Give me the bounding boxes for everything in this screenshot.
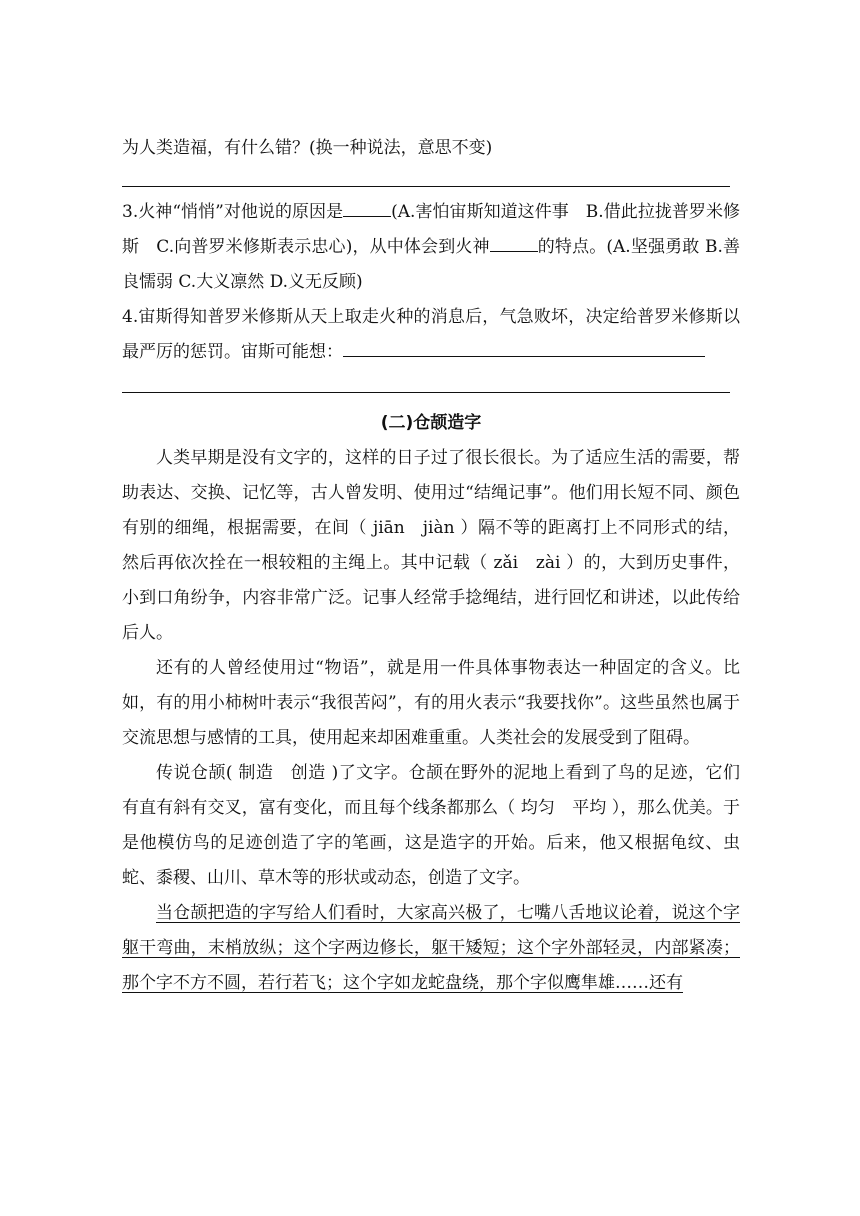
question-4 (122, 300, 740, 370)
question-2-tail: 为人类造福，有什么错？(换一种说法，意思不变) (122, 138, 493, 158)
paragraph-1: 人类早期是没有文字的，这样的日子过了很长很长。为了适应生活的需要，帮助表达、交换、记忆等，古人曾发明、使用过“结绳记事”。他们用长短不同、颜色有别的细绳，根据需要，在间（ jiān jiàn ）隔不等的距离打上不同形式的结，然后再依次拴在一根较粗的主绳上。其中记载（ zǎi zài ）的，大到历史事件，小到口角纷争，内容非常广泛。记事人经常手捻绳结，进行回忆和讲述，以此传给后人。 (122, 448, 740, 643)
answer-line-q2 (122, 186, 730, 187)
paragraph-3: 传说仓颉( 制造 创造 )了文字。仓颉在野外的泥地上看到了鸟的足迹，它们有直有斜有交叉，富有变化，而且每个线条都那么（ 均匀 平均 ），那么优美。于是他模仿鸟的足迹创造了字的笔画，这是造字的开始。后来，他又根据龟纹、虫蛇、黍稷、山川、草木等的形状或动态，创造了文字。 (122, 763, 740, 888)
question-3-part2: (A.害怕宙斯知道这件事 B.借此拉拢普罗米修斯 C.向普罗米修斯表示忠心)，从中体会到火神 (122, 202, 740, 257)
worksheet-content (122, 132, 740, 1001)
question-3-part3: 的特点。(A.坚强勇敢 B.善良懦弱 C.大义凛然 D.义无反顾) (122, 237, 740, 292)
question-3 (122, 195, 740, 300)
answer-blank-q3-2[interactable] (490, 237, 538, 252)
paragraph-4-underlined: 当仓颉把造的字写给人们看时，大家高兴极了，七嘴八舌地议论着，说这个字躯干弯曲，末梢放纵；这个字两边修长，躯干矮短；这个字外部轻灵，内部紧凑；那个字不方不圆，若行若飞；这个字如龙蛇盘绕，那个字似鹰隼雄……还有 (122, 903, 740, 993)
paragraph-2: 还有的人曾经使用过“物语”，就是用一件具体事物表达一种固定的含义。比如，有的用小柿树叶表示“我很苦闷”，有的用火表示“我要找你”。这些虽然也属于交流思想与感情的工具，使用起来却困难重重。人类社会的发展受到了阻碍。 (122, 658, 740, 748)
question-4-text: 4.宙斯得知普罗米修斯从天上取走火种的消息后，气急败坏，决定给普罗米修斯以最严厉的惩罚。宙斯可能想： (122, 307, 740, 362)
section-title: (二)仓颉造字 (380, 413, 482, 433)
question-3-part1: 3.火神“悄悄”对他说的原因是 (122, 202, 344, 222)
answer-blank-q4[interactable] (343, 342, 705, 357)
answer-blank-q3-1[interactable] (343, 202, 391, 217)
answer-line-q4 (122, 392, 730, 393)
